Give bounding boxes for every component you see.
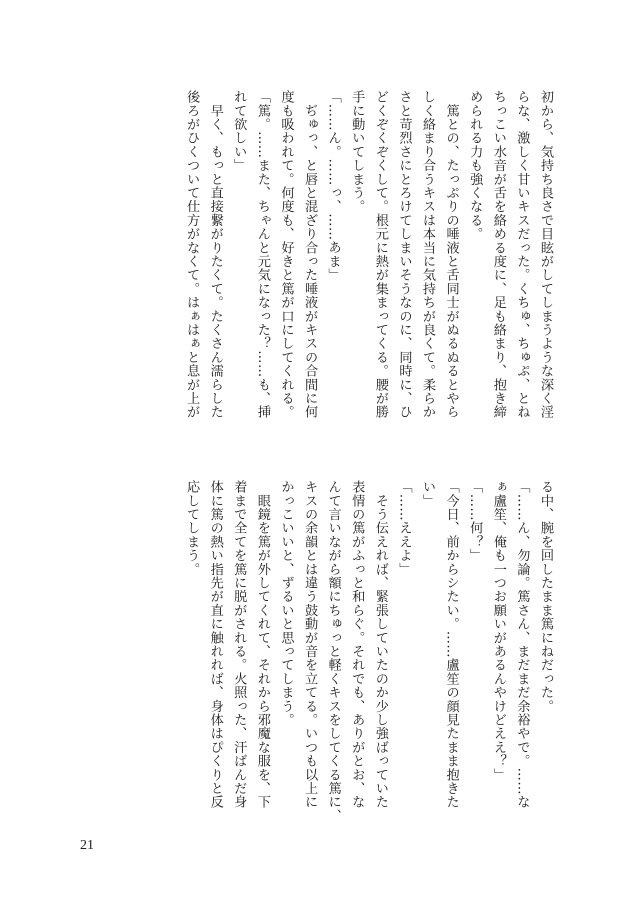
text-line: 「……何？」 [467, 480, 483, 563]
text-line: しく絡まり合うキスは本当に気持ちが良くて。柔らか [420, 90, 436, 419]
text-line: 体に篤の熱い指先が直に触れれば、身体はぴくりと反 [207, 480, 223, 809]
text-line: 初から、気持ち良さで目眩がしてしまうような深く淫 [538, 90, 553, 419]
text-line: ちっこい水音が舌を絡める度に、足も絡まり、抱き締 [490, 90, 506, 419]
text-line: ぢゅっ、と唇と混ざり合った唾液がキスの合間に何 [302, 90, 318, 419]
text-line: る中、腕を回したまま篤にねだった。 [538, 480, 553, 713]
text-line: ぁ盧笙、俺も一つお願いがあるんやけどええ？」 [490, 480, 506, 782]
text-line: そう伝えれば、緊張していたのか少し強ばっていた [372, 480, 388, 809]
text-line: 表情の篤がふっと和らぐ。それでも、ありがとお、な [349, 480, 365, 809]
text-line: んて言いながら額にちゅっと軽くキスをしてくる篤に、 [325, 480, 341, 823]
text-line: 「……ん、勿論。篤さん、まだまだ余裕やで。……な [514, 480, 530, 809]
text-line: 応してしまう。 [184, 480, 200, 576]
text-line: れて欲しい」 [231, 90, 247, 173]
text-line: らな、激しく甘いキスだった。くちゅ、ちゅぷ、とね [514, 90, 530, 419]
text-line: どくぞくぞくして。根元に熱が集まってくる。腰が勝 [372, 90, 388, 419]
text-line: 篤との、たっぷりの唾液と舌同士がぬるぬるとやら [443, 90, 459, 419]
text-line: 着まで全てを篤に脱がされる。火照った、汗ばんだ身 [231, 480, 247, 809]
text-line: 眼鏡を篤が外してくれて、それから邪魔な服を、下 [254, 480, 270, 809]
text-line: さと苛烈さにとろけてしまいそうなのに、同時に、ひ [396, 90, 412, 419]
text-line: 「今日、前からシたい。……盧笙の顔見たまま抱きた [443, 480, 459, 809]
text-line: 「……ええよ」 [396, 480, 412, 576]
text-line: キスの余韻とは違う鼓動が音を立てる。いつも以上に [302, 480, 318, 809]
text-line: かっこいいと、ずるいと思ってしまう。 [278, 480, 294, 727]
text-line: 度も吸われて。何度も、好きと篤が口にしてくれる。 [278, 90, 294, 419]
text-block-lower [180, 480, 558, 825]
text-block-upper [180, 90, 558, 435]
text-line: められる力も強くなる。 [467, 90, 483, 241]
page-number: 21 [80, 838, 94, 853]
text-line: い」 [420, 480, 436, 508]
text-line: 手に動いてしまう。 [349, 90, 365, 214]
text-line: 「篤。……また、ちゃんと元気になった？……も、挿 [254, 90, 270, 419]
text-line: 「……ん。……っ、……あま」 [325, 90, 341, 282]
text-line: 早く、もっと直接繋がりたくて。たくさん濡らした [207, 90, 223, 419]
text-line: 後ろがひくついて仕方がなくて。はぁはぁと息が上が [184, 90, 200, 419]
